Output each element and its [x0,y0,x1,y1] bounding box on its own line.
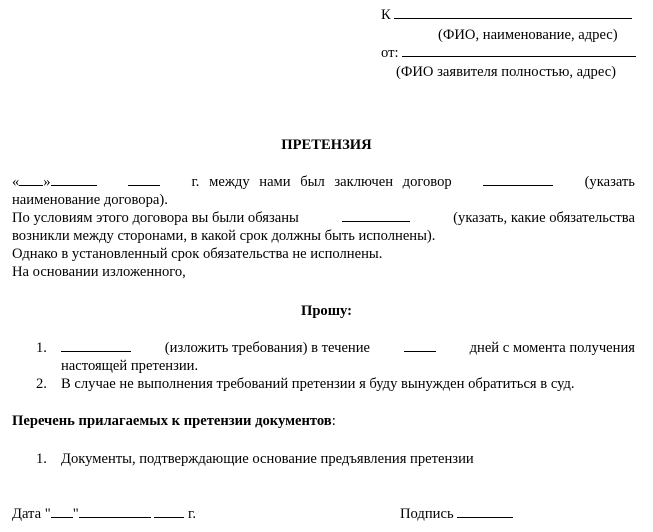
attachment-item-1: Документы, подтверждающие основание предъявления претензии [61,451,474,467]
requirement-blank [61,339,131,352]
requirement-text: (изложить требования) в течение [164,340,371,356]
addressee-line [381,6,632,24]
body-line-6: На основании изложенного, [12,264,186,280]
days-blank [404,339,436,352]
contract-year-text: г. между нами был заключен договор [191,174,452,190]
contract-date: « » [12,173,97,191]
date-day-blank [51,505,73,518]
sender-prefix: от: [381,45,399,61]
date-field: Дата " " г. [12,506,196,522]
request-item-1 [61,339,635,357]
obligation-blank [342,209,410,222]
sender-blank [402,44,636,57]
attachment-item-1-number: 1. [36,451,47,467]
signature-label: Подпись [400,506,454,522]
sender-caption: (ФИО заявителя полностью, адрес) [396,64,617,80]
signature-field [400,505,513,523]
addressee-blank [394,6,632,19]
request-item-1-number: 1. [36,340,47,356]
days-text: дней с момента получения [469,340,635,356]
date-year-blank [154,505,184,518]
date-year-suffix: г. [188,506,196,522]
year-blank [128,173,160,186]
request-item-2: В случае не выполнения требований претензии я буду вынужден обратиться в суд. [61,376,575,392]
request-item-2-number: 2. [36,376,47,392]
contract-hint: (указать [584,174,635,190]
obligation-text: По условиям этого договора вы были обязаны [12,210,299,226]
document-title: ПРЕТЕНЗИЯ [281,137,372,153]
request-item-1-continuation: настоящей претензии. [61,358,199,374]
month-blank [51,173,97,186]
date-month-blank [79,505,151,518]
contract-name-blank [483,173,553,186]
obligation-hint: (указать, какие обязательства [453,210,635,226]
body-line-1 [12,173,635,191]
signature-blank [457,505,513,518]
addressee-prefix: К [381,7,391,23]
date-label: Дата [12,506,42,522]
body-line-5: Однако в установленный срок обязательства не исполнены. [12,246,383,262]
body-line-4: возникли между сторонами, в какой срок должны быть исполнены). [12,228,436,244]
addressee-caption: (ФИО, наименование, адрес) [438,27,618,43]
body-line-3 [12,209,635,227]
body-line-2: наименование договора). [12,192,168,208]
attachments-heading: Перечень прилагаемых к претензии документов: [12,413,336,429]
day-blank [19,173,43,186]
sender-line [381,44,636,62]
request-heading: Прошу: [300,303,353,319]
